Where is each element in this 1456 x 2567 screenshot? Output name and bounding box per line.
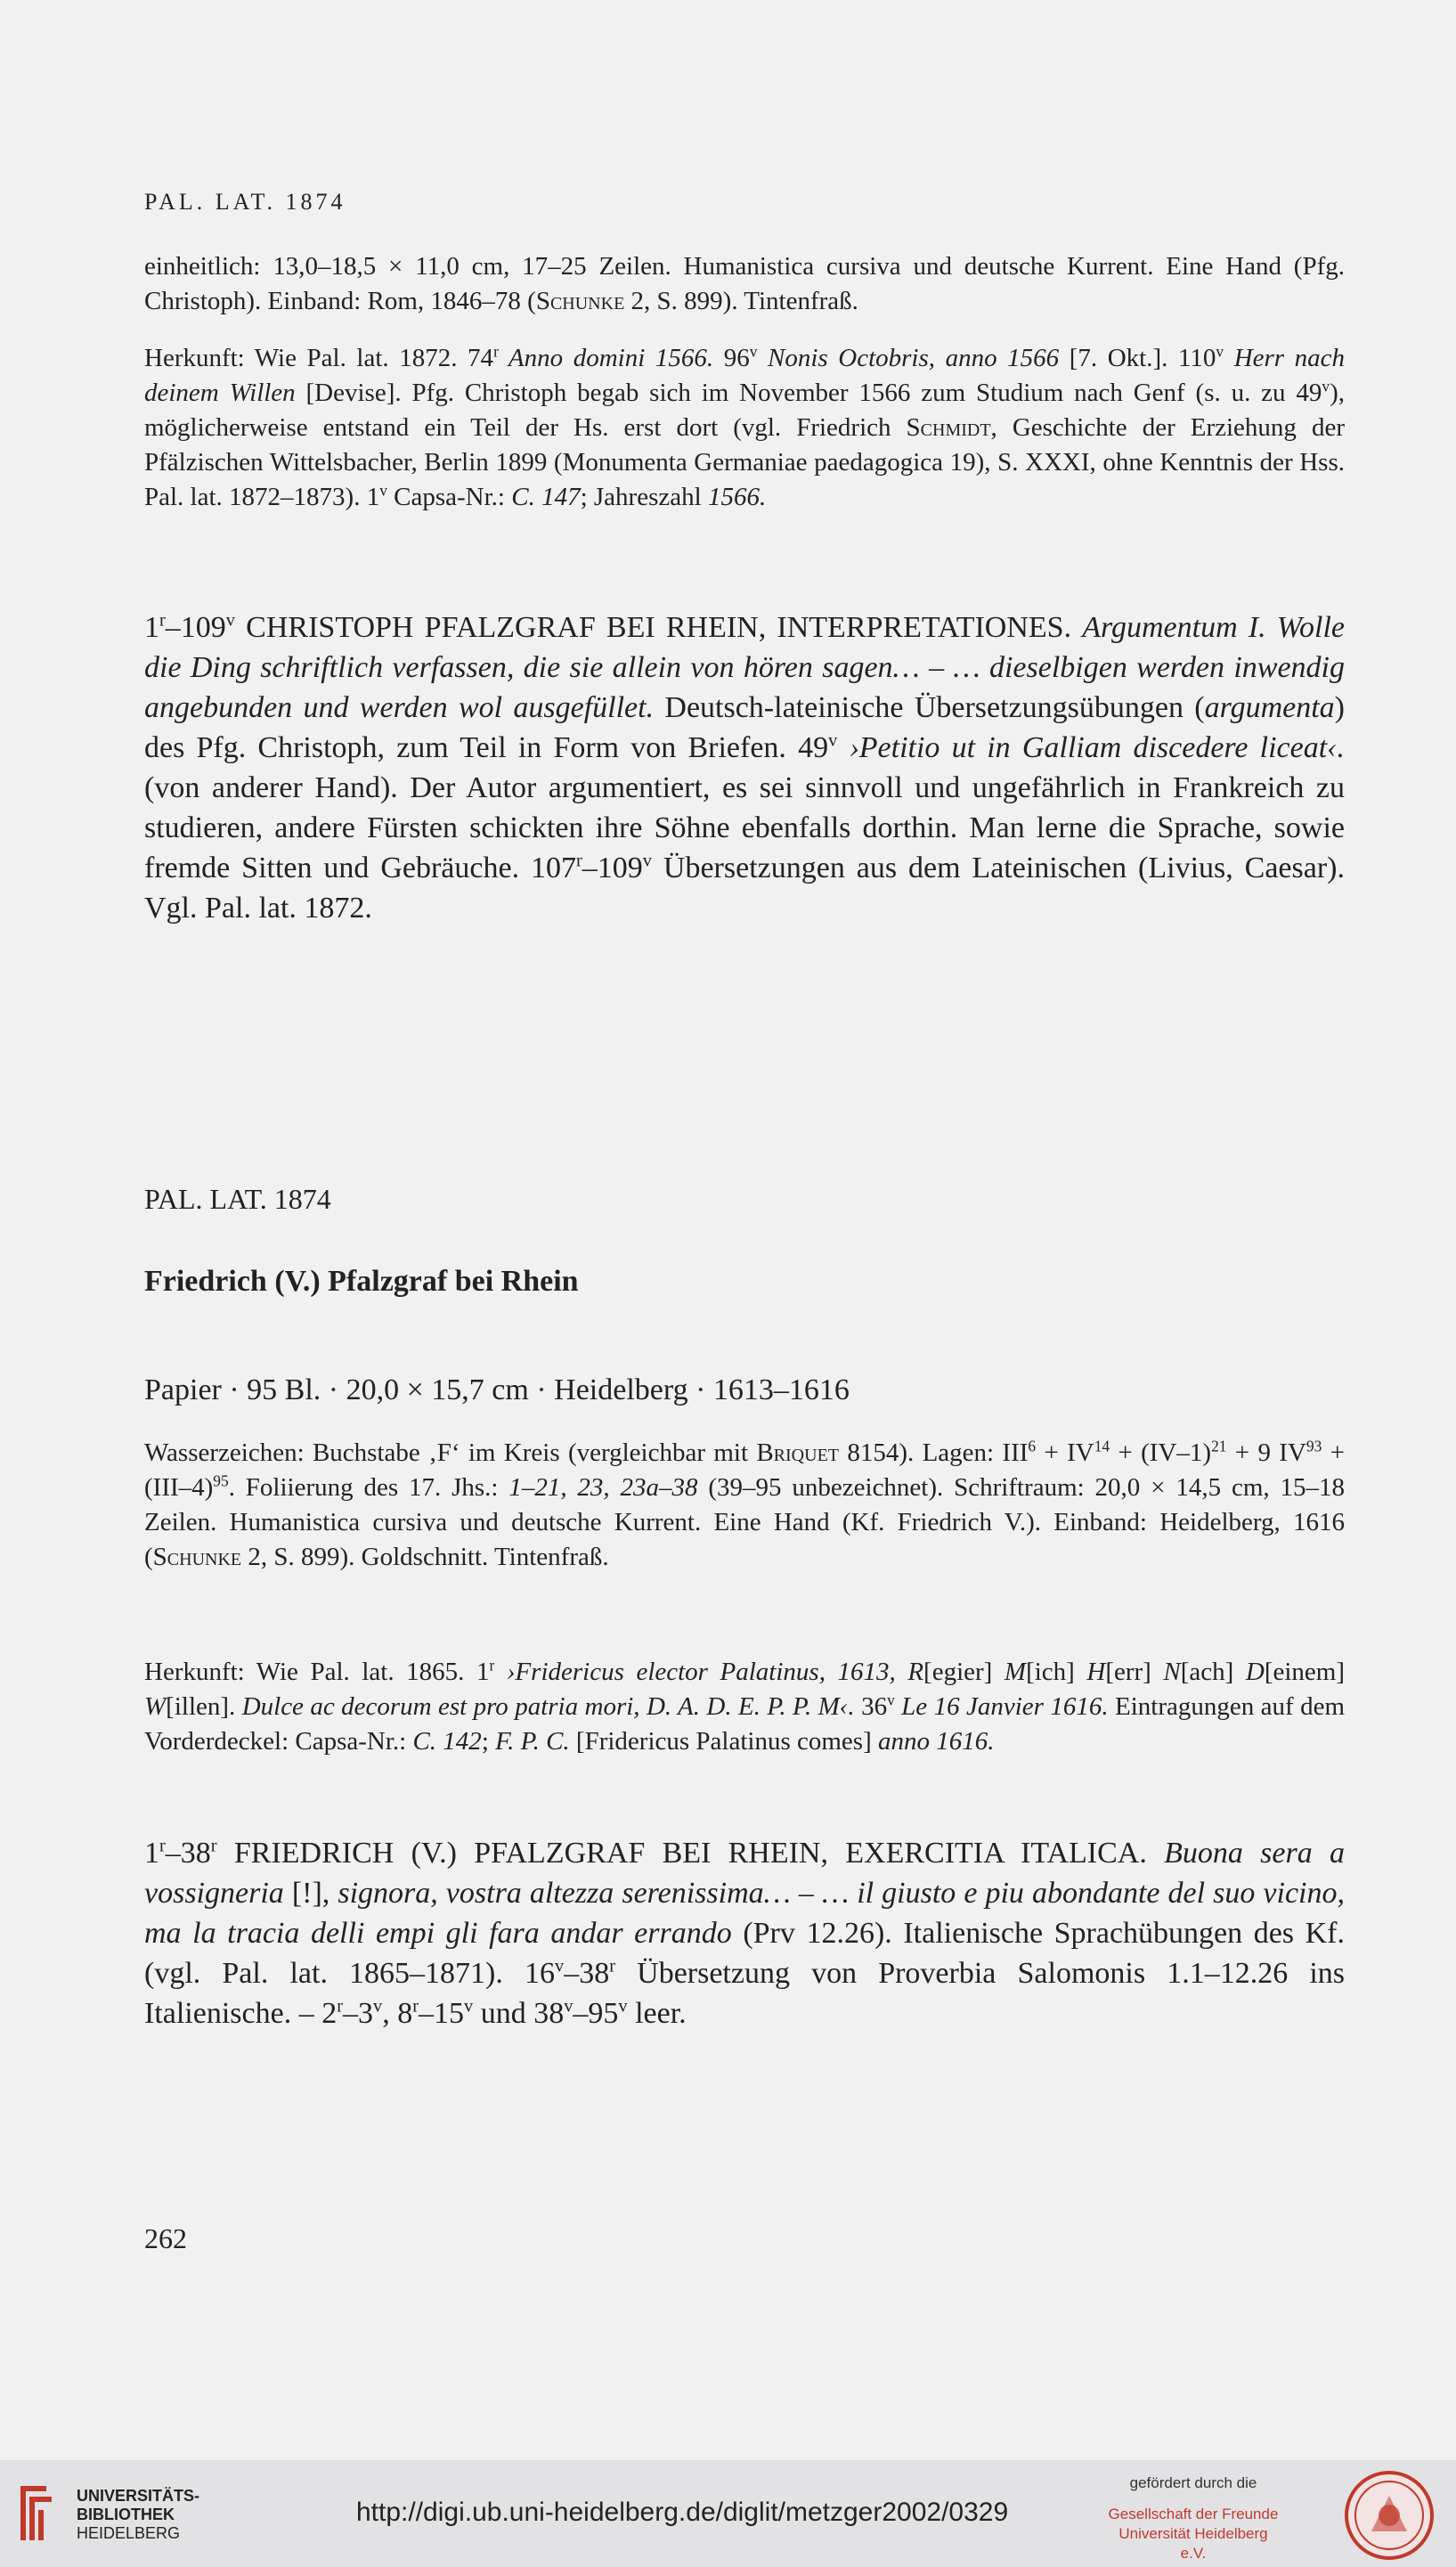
footer-bar <box>0 2460 1456 2567</box>
permalink-url[interactable]: http://digi.ub.uni-heidelberg.de/diglit/metzger2002/0329 <box>356 2498 1009 2527</box>
shelfmark-heading: PAL. LAT. 1874 <box>144 1183 331 1215</box>
page-number: 262 <box>144 2222 187 2254</box>
entry1-content: 1$^r$–109$^v$ CHRISTOPH PFALZGRAF BEI RHEIN, INTERPRETATIONES. Argumentum I. Wolle die Ding schriftlich verfassen, die sie allein von hören sagen… – … dieselbigen werden inwendig angebunden und werden wol ausgefüllet. Deutsch-lateinische Übersetzungsübungen (argumenta) des Pfg. Christoph, zum Teil in Form von Briefen. 49$^v$ ›Petitio ut in Galliam discedere liceat‹. (von anderer Hand). Der Autor argumentiert, es sei sinnvoll und ungefährlich in Frankreich zu studieren, andere Fürsten schickten ihre Söhne ebenfalls dorthin. Man lerne die Sprache, sowie fremde Sitten und Gebräuche. 107$^r$–109$^v$ Übersetzungen aus dem Lateinischen (Livius, Caesar). Vgl. Pal. lat. 1872. <box>144 610 1345 925</box>
physical-description: Papier · 95 Bl. · 20,0 × 15,7 cm · Heidelberg · 1613–1616 <box>144 1373 850 1406</box>
entry2-provenance: Herkunft: Wie Pal. lat. 1865. 1$^r$ ›Fridericus elector Palatinus, 1613, R[egier] M[ich] H[err] N[ach] D[einem] W[illen]. Dulce ac decorum est pro patria mori, D. A. D. E. P. P. M‹. 36$^v$ Le 16 Janvier 1616. Eintragungen auf dem Vorderdeckel: Capsa-Nr.: C. 142; F. P. C. [Fridericus Palatinus comes] anno 1616. <box>144 1656 1346 1756</box>
author-heading: Friedrich (V.) Pfalzgraf bei Rhein <box>144 1265 579 1298</box>
sponsor-label: gefördert durch die <box>1129 2474 1257 2491</box>
library-logo-icon[interactable] <box>16 2478 61 2549</box>
entry2-codicology: Wasserzeichen: Buchstabe ‚F‘ im Kreis (vergleichbar mit Briquet 8154). Lagen: $III^6 + IV^{14} + (IV-1)^{21} + 9$ $IV^{93} + (III-4)^{95}$. Foliierung des 17. Jhs.: 1–21, 23, 23a–38 (39–95 unbezeichnet). Schriftraum: 20,0 × 14,5 cm, 15–18 Zeilen. Humanistica cursiva und deutsche Kurrent. Eine Hand (Kf. Friedrich V.). Einband: Heidelberg, 1616 (Schunke 2, S. 899). Goldschnitt. Tintenfraß. <box>144 1437 1345 1571</box>
university-seal-icon[interactable] <box>1343 2469 1436 2562</box>
sponsor-org: Gesellschaft der Freunde Universität Heidelberg e.V. <box>1108 2506 1279 2562</box>
entry2-content: 1$^r$–38$^r$ FRIEDRICH (V.) PFALZGRAF BEI RHEIN, EXERCITIA ITALICA. Buona sera a vossigneria [!], signora, vostra altezza serenissima… – … il giusto e piu abondante del suo vicino, ma la tracia delli empi gli fara andar errando (Prv 12.26). Italienische Sprachübungen des Kf. (vgl. Pal. lat. 1865–1871). 16$^v$–38$^r$ Übersetzung von Proverbia Salomonis 1.1–12.26 ins Italienische. – 2$^r$–3$^v$, 8$^r$–15$^v$ und 38$^v$–95$^v$ leer. <box>144 1836 1345 2030</box>
running-head: PAL. LAT. 1874 <box>144 189 346 215</box>
entry1-description: einheitlich: 13,0–18,5 × 11,0 cm, 17–25 Zeilen. Humanistica cursiva und deutsche Kurrent. Eine Hand (Pfg. Christoph). Einband: Rom, 1846–78 (Schunke 2, S. 899). Tintenfraß. <box>144 252 1345 315</box>
sponsor-block[interactable] <box>1104 2474 1282 2563</box>
entry1-provenance: Herkunft: Wie Pal. lat. 1872. 74$^r$ Anno domini 1566. 96$^v$ Nonis Octobris, anno 1566 [7. Okt.]. 110$^v$ Herr nach deinem Willen [Devise]. Pfg. Christoph begab sich im November 1566 zum Studium nach Genf (s. u. zu 49$^v$), möglicherweise entstand ein Teil der Hs. erst dort (vgl. Friedrich Schmidt, Geschichte der Erziehung der Pfälzischen Wittelsbacher, Berlin 1899 (Monumenta Germaniae paedagogica 19), S. XXXI, ohne Kenntnis der Hss. Pal. lat. 1872–1873). 1$^v$ Capsa-Nr.: C. 147; Jahreszahl 1566. <box>144 342 1346 511</box>
library-name: UNIVERSITÄTS- BIBLIOTHEK HEIDELBERG <box>77 2487 200 2542</box>
